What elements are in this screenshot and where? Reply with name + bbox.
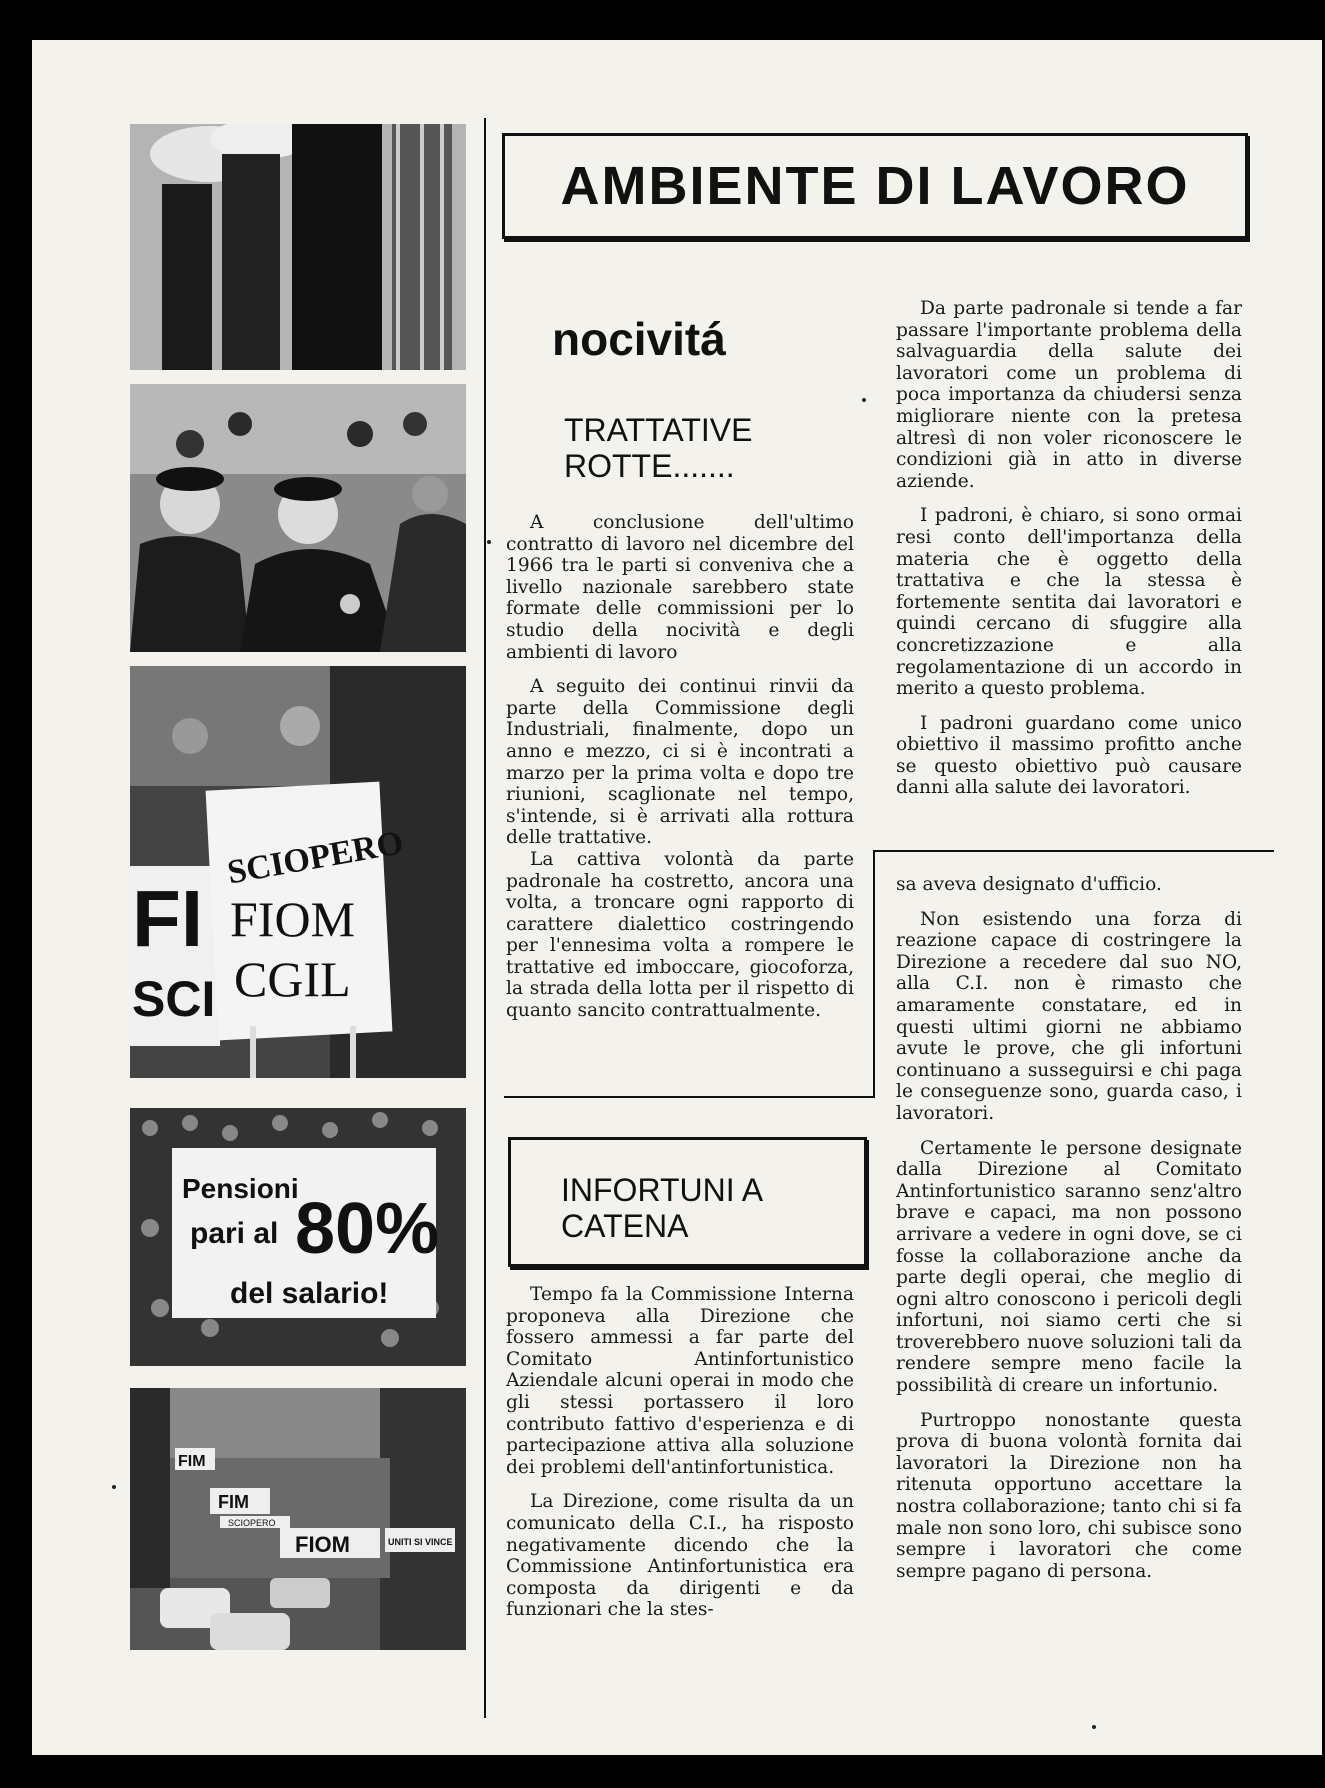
subtitle-line2: ROTTE....... (564, 448, 735, 484)
subtitle-line1: TRATTATIVE (564, 412, 753, 448)
article2-right-paragraph: Purtroppo nonostante questa prova di buona volontà fornita dai lavoratori la Direzione non ha ritenuta opportuno accettare la nostra collaborazione; tanto chi si fa male non sono loro, chi subisce sono sempre i lavoratori che come sempre pagano di persona. (896, 1409, 1242, 1582)
sign-pari-al: pari al (190, 1217, 279, 1250)
article2-paragraph: Tempo fa la Commissione Interna proponeva alla Direzione che fossero ammessi a far parte del Comitato Antinfortunistico Aziendale alcuni operai in modo che gli stessi portassero il loro contributo fattivo d'esperienza e di partecipazione attiva alla soluzione dei problemi dell'antinfortunistica. (506, 1284, 854, 1478)
print-speck (862, 398, 866, 402)
sign-pensioni: Pensioni (182, 1173, 299, 1204)
banner-sciopero: SCIOPERO (228, 1518, 276, 1528)
article1-left-column (506, 512, 854, 1035)
sign-fragment-bottom: SCI (132, 971, 216, 1027)
article1-paragraph: La cattiva volontà da parte padronale ha costretto, ancora una volta, a troncare ogni rapporto di carattere dialettico costringendo per l'ennesima volta a rompere le trattative ed imboccare, giocoforza, la strada della lotta per il rispetto di quanto sancito contrattualmente. (506, 848, 854, 1022)
photo-workers (130, 384, 466, 652)
article2-title (561, 1172, 763, 1244)
article2-left-column (506, 1284, 854, 1634)
photo-pension-sign (130, 1108, 466, 1366)
photo-march (130, 1388, 466, 1650)
article2-right-paragraph: Non esistendo una forza di reazione capace di costringere la Direzione a recedere dal suo NO, alla C.I. non è rimasto che amaramente constatare, ed in questi ultimi giorni ne abbiamo avute le prove, che gli infortuni continuano a susseguirsi e chi paga le conseguenze sono, guarda caso, i lavoratori. (896, 908, 1242, 1124)
article-title-nocivita: nocivitá (552, 313, 726, 365)
print-speck (487, 540, 491, 544)
article2-title-line2: CATENA (561, 1208, 689, 1244)
photo-chimneys (130, 124, 466, 370)
article1-paragraph: A seguito dei continui rinvii da parte della Commissione degli Industriali, finalmente, dopo un anno e mezzo, ci si è incontrati a marzo per la prima volta e dopo tre riunioni, scaglionate nel tempo, s'intende, si è arrivati alla rottura delle trattative. (506, 676, 854, 849)
sign-cgil: CGIL (234, 951, 351, 1007)
banner-uniti: UNITI SI VINCE (388, 1537, 453, 1547)
article1-right-paragraph: Da parte padronale si tende a far passare l'importante problema della salvaguardia della salute dei lavoratori come un problema di poca importanza da chiudersi senza migliorare niente con la pretesa altresì di non voler riconoscere le condizioni già in atto in diverse aziende. (896, 298, 1242, 492)
article1-right-paragraph: I padroni, è chiaro, si sono ormai resi conto dell'importanza della materia che è oggetto della trattativa e che la stessa è fortemente sentita dai lavoratori e quindi cercano di sfuggire alla concretizzazione e alla regolamentazione di un accordo in merito a questo problema. (896, 505, 1242, 700)
sign-sciopero: SCIOPERO (224, 824, 407, 892)
section-title-box (502, 133, 1248, 239)
article2-right-paragraph: sa aveva designato d'ufficio. (896, 874, 1162, 895)
sign-fragment-top: FI (132, 874, 204, 963)
middle-column-rule (873, 850, 875, 1098)
article2-title-box (508, 1137, 867, 1267)
article1-right-paragraph: I padroni guardano come unico obiettivo il massimo profitto anche se questo obiettivo può causare danni alla salute dei lavoratori. (896, 712, 1242, 799)
article2-paragraph: La Direzione, come risulta da un comunicato della C.I., ha risposto negativamente dicendo che la Commissione Antinfortunistica era composta da dirigenti e da funzionari che la stes- (506, 1491, 854, 1621)
article-subtitle (564, 412, 752, 484)
magazine-page (32, 40, 1322, 1755)
article1-paragraph: A conclusione dell'ultimo contratto di lavoro nel dicembre del 1966 tra le parti si conveniva che a livello nazionale sarebbero state formate delle commissioni per lo studio della nocività e degli ambienti di lavoro (506, 512, 854, 663)
sign-salario: del salario! (230, 1277, 389, 1310)
article1-right-column (896, 298, 1242, 812)
print-speck (112, 1485, 116, 1489)
article2-title-line1: INFORTUNI A (561, 1172, 764, 1208)
rule-lower-left (504, 1096, 874, 1098)
banner-fim-2: FIM (178, 1453, 206, 1470)
sign-80: 80% (295, 1189, 440, 1269)
rule-upper-right (874, 850, 1274, 852)
photo-strike-sign (130, 666, 466, 1078)
article2-right-column (896, 874, 1242, 1595)
banner-fim: FIM (218, 1492, 249, 1512)
sign-fiom: FIOM (230, 891, 356, 947)
article2-right-paragraph: Certamente le persone designate dalla Direzione al Comitato Antinfortunistico saranno senz'altro brave e capaci, ma non possono arrivare a vedere in ogni dove, se ci fosse la collaborazione anche da parte degli operai, che meglio di ogni altro conoscono i pericoli degli infortuni, noi siamo certi che si troverebbero nuove soluzioni tali da rendere sempre meno facile la possibilità di creare un infortunio. (896, 1137, 1242, 1397)
section-title: AMBIENTE DI LAVORO (560, 156, 1190, 216)
left-column-rule (484, 118, 486, 1718)
print-speck (1092, 1725, 1096, 1729)
banner-fiom: FIOM (295, 1532, 350, 1557)
